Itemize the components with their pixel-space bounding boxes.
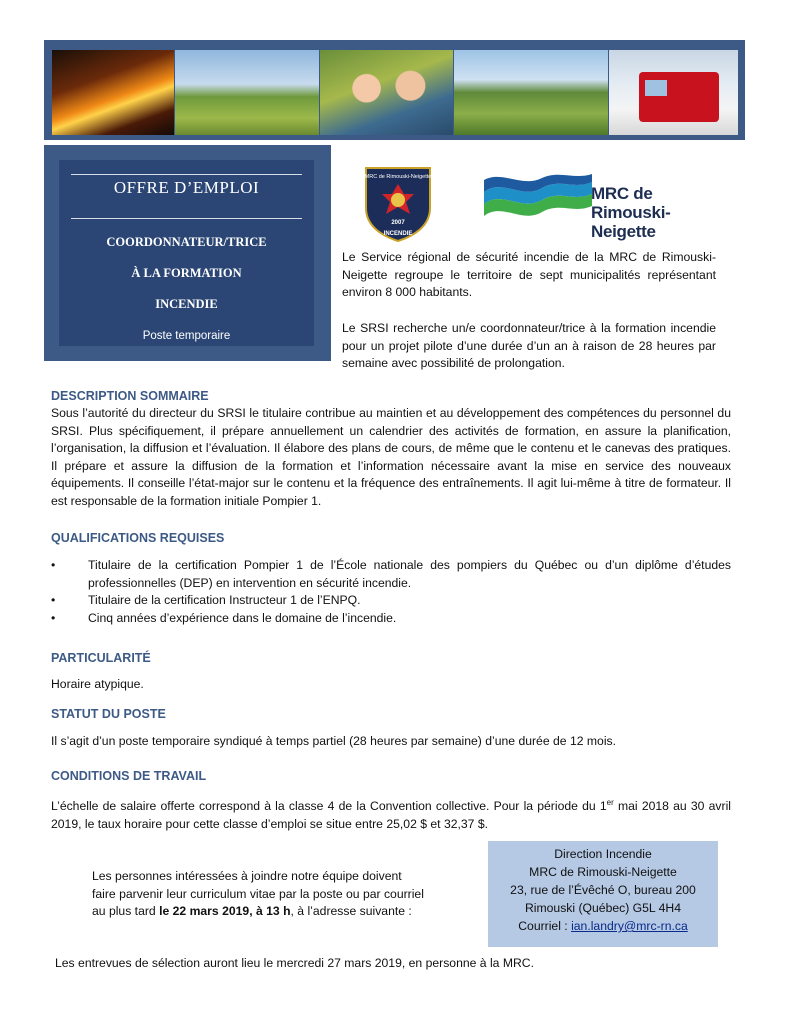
mrc-logo-text: [591, 184, 722, 241]
fire-photo: [52, 50, 174, 135]
list-item-text: Titulaire de la certification Instructeur 1 de l’ENPQ.: [88, 593, 361, 607]
conditions-heading: CONDITIONS DE TRAVAIL: [51, 769, 207, 783]
logos: [362, 164, 722, 244]
apply-line-3-b: , à l’adresse suivante :: [290, 904, 412, 918]
job-status-label: Poste temporaire: [142, 330, 231, 342]
mrc-logo-line-1: MRC de: [591, 184, 653, 203]
divider: [71, 218, 302, 219]
bullet-icon: •: [51, 558, 56, 572]
email-label: Courriel :: [518, 919, 572, 933]
job-title-line-3: INCENDIE: [155, 297, 218, 311]
bullet-icon: •: [51, 611, 56, 625]
landscape-photo: [175, 50, 319, 135]
intro-paragraph-1: Le Service régional de sécurité incendie de la MRC de Rimouski-Neigette regroupe le territoire de sept municipalités représentant environ 8 000 habitants.: [342, 250, 716, 299]
children-photo: [320, 50, 453, 135]
description-heading: DESCRIPTION SOMMAIRE: [51, 389, 209, 403]
contact-email-row: [488, 917, 718, 935]
apply-line-3-a: au plus tard: [92, 904, 160, 918]
conditions-text-a: L’échelle de salaire offerte correspond à la classe 4 de la Convention collective. Pour la période du 1: [51, 799, 607, 814]
contact-line-2: MRC de Rimouski-Neigette: [529, 865, 677, 879]
fire-truck-photo: [609, 50, 738, 135]
qualifications-heading: QUALIFICATIONS REQUISES: [51, 531, 225, 545]
job-title-line-2: À LA FORMATION: [131, 266, 242, 280]
conditions-text-b: mai 2018 au 30 avril 2019, le taux horaire pour cette classe d’emploi se situe entre 25,02 $ et 32,37 $.: [51, 799, 732, 831]
fire-truck-image: [639, 72, 719, 122]
apply-line-3: [92, 903, 472, 921]
offer-panel: [44, 145, 331, 361]
list-item-text: Titulaire de la certification Pompier 1 de l’École nationale des pompiers du Québec ou d’un diplôme d’études professionnelles (DEP) en intervention en sécurité incendie.: [88, 558, 731, 590]
fire-service-shield-logo: [362, 164, 434, 242]
mrc-wave-logo-icon: [482, 170, 594, 228]
shield-bottom-text: INCENDIE: [383, 231, 413, 237]
header-banner: [44, 40, 745, 140]
offer-panel-inner: [59, 160, 314, 346]
conditions-text: [51, 794, 731, 833]
particularite-text: Horaire atypique.: [51, 677, 144, 691]
contact-box: [488, 841, 718, 947]
mrc-logo-line-2: Rimouski-Neigette: [591, 203, 671, 241]
list-item-text: Cinq années d’expérience dans le domaine de l’incendie.: [88, 611, 397, 625]
apply-line-1: Les personnes intéressées à joindre notre équipe doivent: [92, 869, 402, 883]
statut-text: Il s’agit d’un poste temporaire syndiqué à temps partiel (28 heures par semaine) d’une durée de 12 mois.: [51, 734, 617, 748]
intro-paragraph-2: Le SRSI recherche un/e coordonnateur/trice à la formation incendie pour un projet pilote d’une durée d’un an à raison de 28 heures par semaine avec possibilité de prolongation.: [342, 321, 716, 370]
statut-heading: STATUT DU POSTE: [51, 707, 166, 721]
shield-top-text: MRC de Rimouski-Neigette: [364, 174, 432, 180]
particularite-heading: PARTICULARITÉ: [51, 651, 151, 665]
offer-title: OFFRE D’EMPLOI: [113, 178, 260, 197]
shield-year-text: 2007: [391, 220, 405, 226]
apply-line-2: faire parvenir leur curriculum vitae par la poste ou par courriel: [92, 886, 424, 901]
contact-line-1: Direction Incendie: [554, 847, 652, 861]
email-link[interactable]: ian.landry@mrc-rn.ca: [571, 919, 688, 933]
divider: [71, 174, 302, 175]
description-text: Sous l’autorité du directeur du SRSI le titulaire contribue au maintien et au développement des compétences du personnel du SRSI. Plus spécifiquement, il prépare annuellement un calendrier des activités de formation, en assure la planification, l’organisation, la diffusion et l’évaluation. Il élabore des plans de cours, de même que le contenu et le canevas des pratiques. Il prépare et assure la diffusion de la formation et l’information nécessaire avant la mise en service des nouveaux équipements. Il conseille l’état-major sur le contenu et la fréquence des entraînements. Il agit lui-même à titre de formateur. Il est responsable de la formation initiale Pompier 1.: [51, 406, 731, 508]
deadline: le 22 mars 2019, à 13 h: [159, 904, 291, 918]
application-instructions: [92, 868, 472, 921]
contact-line-3: 23, rue de l’Évêché O, bureau 200: [510, 883, 696, 897]
interview-note: Les entrevues de sélection auront lieu le mercredi 27 mars 2019, en personne à la MRC.: [55, 956, 534, 970]
bullet-icon: •: [51, 593, 56, 607]
contact-line-4: Rimouski (Québec) G5L 4H4: [524, 901, 681, 915]
superscript: er: [606, 798, 614, 807]
farmland-photo: [454, 50, 608, 135]
job-title-line-1: COORDONNATEUR/TRICE: [106, 235, 267, 249]
